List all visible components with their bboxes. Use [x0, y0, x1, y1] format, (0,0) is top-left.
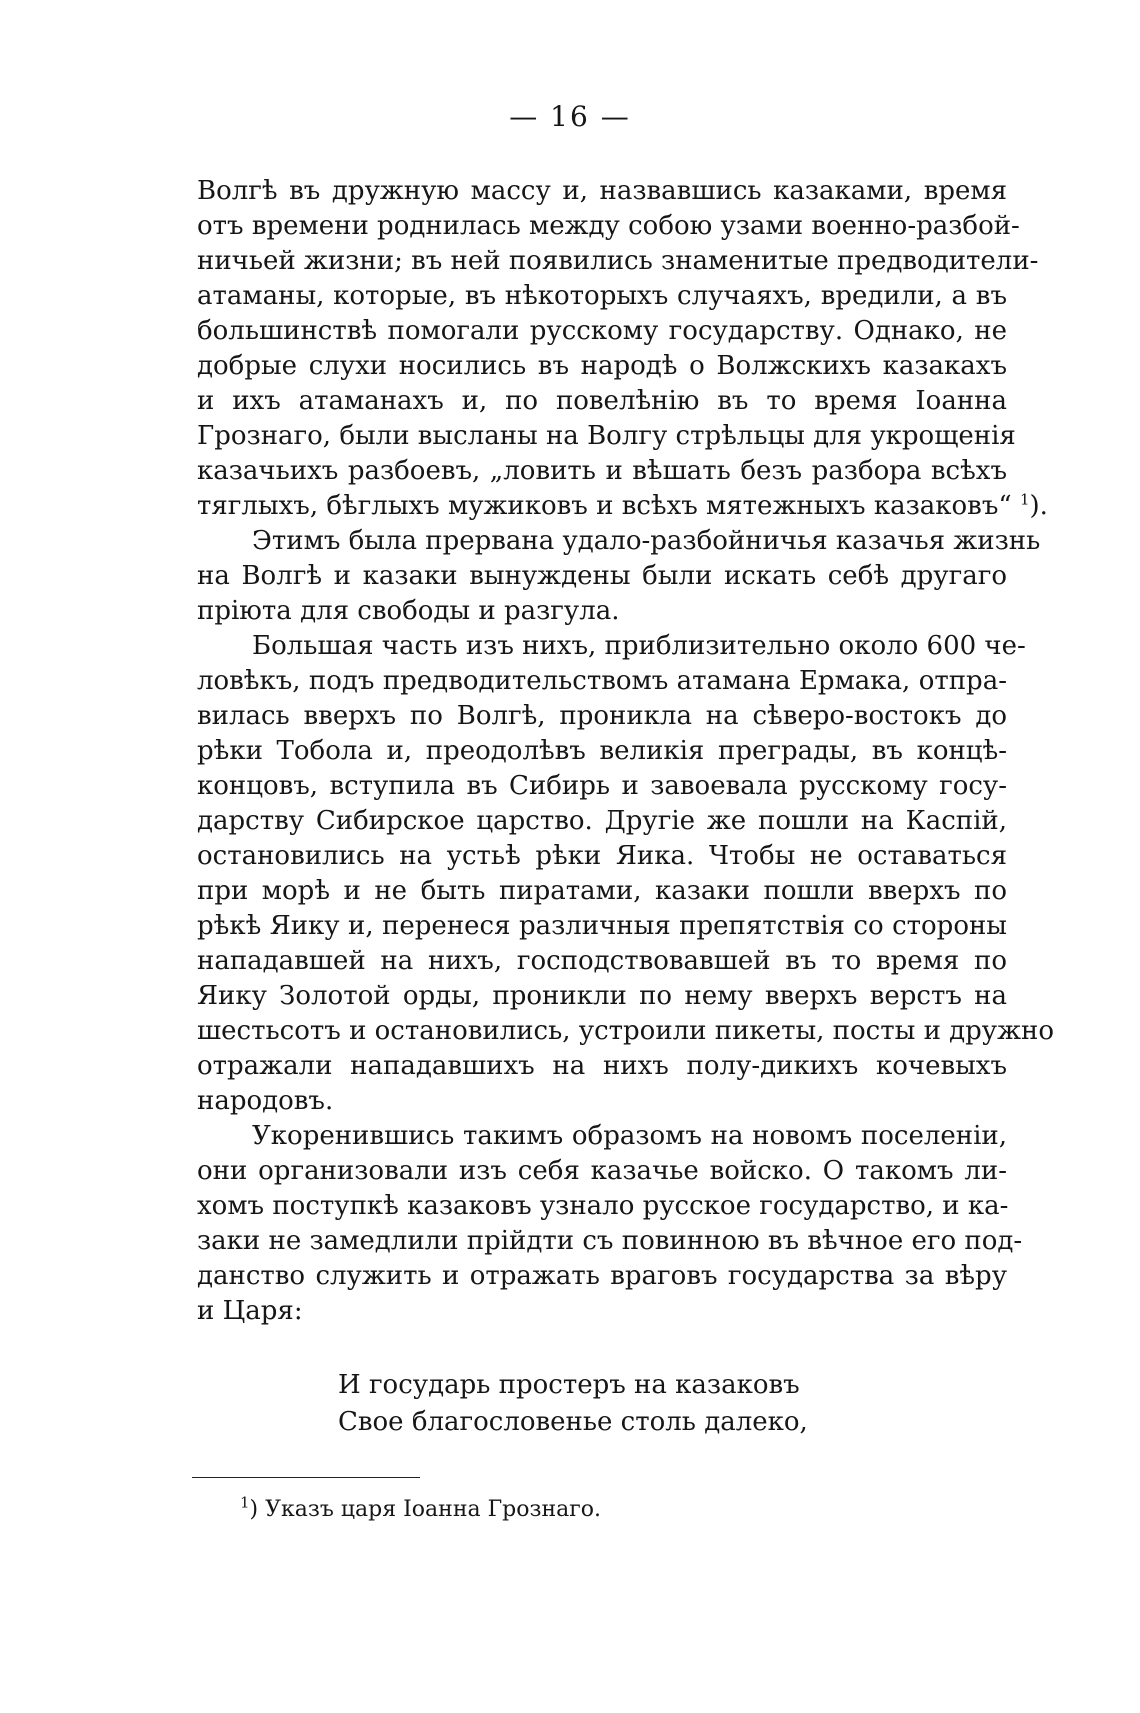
- text-line: рѣки Тобола и, преодолѣвъ великія преграды, въ концѣ-: [197, 736, 1007, 766]
- text-line: и ихъ атаманахъ и, по повелѣнію въ то время Іоанна: [197, 386, 1007, 416]
- text-line: пріюта для свободы и разгула.: [197, 596, 620, 626]
- text-line: при морѣ и не быть пиратами, казаки пошли вверхъ по: [197, 876, 1007, 906]
- footnote-text: Указъ царя Іоанна Грознаго.: [265, 1497, 602, 1522]
- text-line: они организовали изъ себя казачье войско. О такомъ ли-: [197, 1156, 1007, 1186]
- verse-line: И государь простеръ на казаковъ: [338, 1370, 800, 1400]
- main-text: [197, 174, 1055, 1329]
- text-line: Яику Золотой орды, проникли по нему вверхъ верстъ на: [197, 981, 1007, 1011]
- text-line: данство служить и отражать враговъ государства за вѣру: [197, 1261, 1007, 1291]
- text-line-end: ).: [1029, 491, 1048, 521]
- text-line: хомъ поступкѣ казаковъ узнало русское государство, и ка-: [197, 1191, 1009, 1221]
- verse-line: Свое благословенье столь далеко,: [338, 1407, 808, 1437]
- footnote-divider: [192, 1477, 420, 1478]
- text-line: ничьей жизни; въ ней появились знаменитые предводители-: [197, 246, 1039, 276]
- text-line: вилась вверхъ по Волгѣ, проникла на сѣверо-востокъ до: [197, 701, 1007, 731]
- text-line-content: тяглыхъ, бѣглыхъ мужиковъ и всѣхъ мятежныхъ казаковъ“: [197, 491, 1012, 521]
- text-line: Укоренившись такимъ образомъ на новомъ поселеніи,: [252, 1121, 1007, 1151]
- text-line: на Волгѣ и казаки вынуждены были искать себѣ другаго: [197, 561, 1007, 591]
- text-line: Большая часть изъ нихъ, приблизительно около 600 че-: [252, 631, 1026, 661]
- text-line: [197, 489, 1048, 524]
- text-line: остановились на устьѣ рѣки Яика. Чтобы не оставаться: [197, 841, 1007, 871]
- paragraph-3: [197, 629, 1055, 1119]
- text-line: Волгѣ въ дружную массу и, назвавшись казаками, время: [197, 176, 1007, 206]
- text-line: нападавшей на нихъ, господствовавшей въ то время по: [197, 946, 1007, 976]
- text-line: и Царя:: [197, 1296, 303, 1326]
- text-line: отражали нападавшихъ на нихъ полу-дикихъ кочевыхъ: [197, 1051, 1007, 1081]
- paragraph-4: [197, 1119, 1023, 1329]
- footnote-marker: 1: [240, 1493, 250, 1512]
- paragraph-2: [197, 524, 1041, 629]
- footnote-reference: 1: [1019, 490, 1030, 509]
- verse-quotation: [338, 1367, 808, 1441]
- text-line: шестьсотъ и остановились, устроили пикеты, посты и дружно: [197, 1016, 1055, 1046]
- text-line: казачьихъ разбоевъ, „ловить и вѣшать безъ разбора всѣхъ: [197, 456, 1007, 486]
- page-number: — 16 —: [509, 100, 631, 133]
- text-line: ловѣкъ, подъ предводительствомъ атамана Ермака, отпра-: [197, 666, 1007, 696]
- text-line: Этимъ была прервана удало-разбойничья казачья жизнь: [252, 526, 1041, 556]
- text-line: атаманы, которые, въ нѣкоторыхъ случаяхъ, вредили, а въ: [197, 281, 1007, 311]
- text-line: Грознаго, были высланы на Волгу стрѣльцы для укрощенія: [197, 421, 1016, 451]
- footnote: [240, 1495, 601, 1525]
- footnote-marker-close: ): [249, 1497, 259, 1522]
- text-line: рѣкѣ Яику и, перенеся различныя препятствія со стороны: [197, 911, 1007, 941]
- paragraph-1: [197, 174, 1048, 524]
- text-line: дарству Сибирское царство. Другіе же пошли на Каспій,: [197, 806, 1007, 836]
- text-line: концовъ, вступила въ Сибирь и завоевала русскому госу-: [197, 771, 1007, 801]
- text-line: большинствѣ помогали русскому государству. Однако, не: [197, 316, 1007, 346]
- text-line: народовъ.: [197, 1086, 334, 1116]
- text-line: добрые слухи носились въ народѣ о Волжскихъ казакахъ: [197, 351, 1007, 381]
- text-line: заки не замедлили прійдти съ повинною въ вѣчное его под-: [197, 1226, 1023, 1256]
- text-line: отъ времени роднилась между собою узами военно-разбой-: [197, 211, 1020, 241]
